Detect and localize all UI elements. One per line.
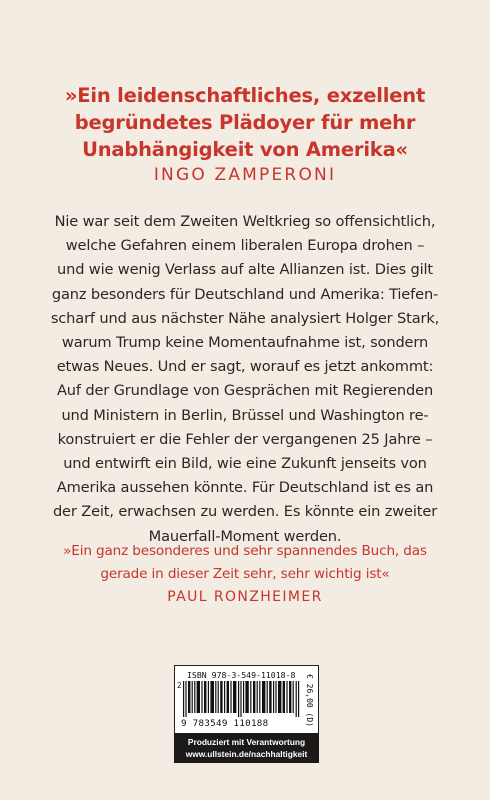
barcode-digits: 9 783549 110188 xyxy=(181,718,269,729)
isbn-barcode-box xyxy=(174,665,319,733)
blurb-line: Nie war seit dem Zweiten Weltkrieg so offensichtlich, xyxy=(54,213,436,230)
blurb-line: und Ministern in Berlin, Brüssel und Washington re- xyxy=(61,406,429,424)
blurb-line: der Zeit, erwachsen zu werden. Es könnte ein zweiter xyxy=(52,503,438,521)
blurb-line: Mauerfall-Moment werden. xyxy=(148,527,342,545)
blurb-line: und entwirft ein Bild, wie eine Zukunft jenseits von xyxy=(63,455,427,473)
featured-quote xyxy=(0,82,490,163)
sustainability-note xyxy=(174,733,319,763)
sustainability-line-1: Produziert mit Verantwortung xyxy=(187,737,306,747)
featured-quote-line: »Ein leidenschaftliches, exzellent xyxy=(64,84,426,107)
price-label: € 26,00 (D) xyxy=(305,674,314,727)
blurb-line: und wie wenig Verlass auf alte Allianzen ist. Dies gilt xyxy=(57,261,433,279)
barcode-bars xyxy=(183,681,301,717)
secondary-quote-line: gerade in dieser Zeit sehr, sehr wichtig ist« xyxy=(100,566,390,582)
blurb-line: Auf der Grundlage von Gesprächen mit Regierenden xyxy=(56,382,434,400)
secondary-quote-author: PAUL RONZHEIMER xyxy=(167,589,323,605)
blurb-line: Amerika aussehen könnte. Für Deutschland ist es an xyxy=(56,479,434,497)
blurb-line: warum Trump keine Momentaufnahme ist, sondern xyxy=(61,334,429,352)
blurb-text xyxy=(0,210,490,549)
blurb-line: scharf und aus nächster Nähe analysiert Holger Stark, xyxy=(50,309,440,327)
featured-quote-line: begründetes Plädoyer für mehr xyxy=(74,111,416,134)
blurb-line: konstruiert er die Fehler der vergangenen 25 Jahre – xyxy=(57,430,433,448)
secondary-quote xyxy=(0,540,490,586)
blurb-line: etwas Neues. Und er sagt, worauf es jetzt ankommt: xyxy=(56,358,434,376)
sustainability-line-2: www.ullstein.de/nachhaltigkeit xyxy=(185,749,308,759)
isbn-label: ISBN 978-3-549-11018-8 xyxy=(187,670,296,680)
blurb-line: welche Gefahren einem liberalen Europa drohen – xyxy=(65,237,425,255)
barcode-left-digit: 2 xyxy=(177,681,182,690)
secondary-quote-line: »Ein ganz besonderes und sehr spannendes Buch, das xyxy=(63,543,427,559)
blurb-line: ganz besonders für Deutschland und Amerika: Tiefen- xyxy=(51,285,439,303)
featured-quote-author: INGO ZAMPERONI xyxy=(153,165,337,185)
featured-quote-line: Unabhängigkeit von Amerika« xyxy=(82,138,408,161)
